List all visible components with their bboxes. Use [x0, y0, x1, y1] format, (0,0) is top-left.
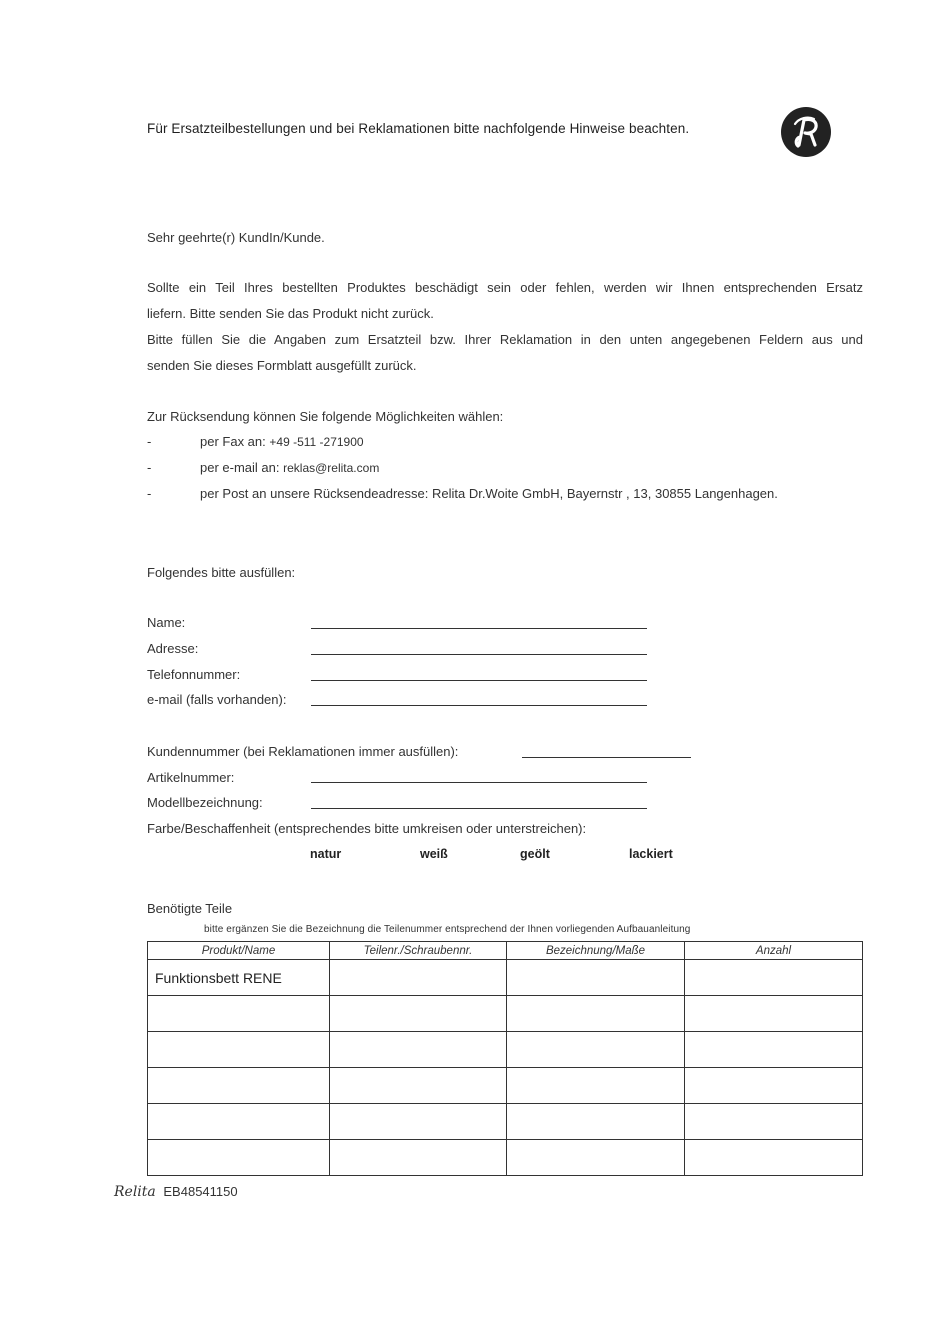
table-cell[interactable]	[330, 996, 507, 1032]
footer-brand: Relita	[114, 1184, 156, 1200]
table-cell[interactable]	[685, 996, 863, 1032]
table-header-row	[148, 942, 863, 960]
table-cell[interactable]	[685, 1032, 863, 1068]
page-title: Für Ersatzteilbestellungen und bei Reklamationen bitte nachfolgende Hinweise beachten.	[147, 121, 690, 136]
intro-line: liefern. Bitte senden Sie das Produkt nicht zurück.	[147, 306, 434, 321]
parts-note: bitte ergänzen Sie die Bezeichnung die Teilenummer entsprechend der Ihnen vorliegenden Aufbauanleitung	[204, 924, 691, 935]
table-row	[148, 960, 863, 996]
customer-number-label: Kundennummer (bei Reklamationen immer ausfüllen):	[147, 744, 459, 759]
table-cell[interactable]	[685, 1068, 863, 1104]
column-header-product: Produkt/Name	[148, 942, 330, 960]
table-cell[interactable]	[148, 1068, 330, 1104]
parts-title: Benötigte Teile	[147, 901, 233, 916]
intro-line: Sollte ein Teil Ihres bestellten Produktes beschädigt sein oder fehlen, werden wir Ihnen entsprechenden Ersatz	[147, 280, 863, 295]
column-header-part-number: Teilenr./Schraubennr.	[330, 942, 507, 960]
table-row	[148, 996, 863, 1032]
list-dash: -	[147, 460, 152, 475]
table-cell[interactable]	[685, 960, 863, 996]
table-cell[interactable]	[685, 1104, 863, 1140]
model-label: Modellbezeichnung:	[147, 795, 263, 810]
email-label: per e-mail an:	[200, 460, 280, 475]
customer-number-field[interactable]	[522, 757, 691, 758]
article-number-field[interactable]	[311, 782, 647, 783]
finish-option-lackiert[interactable]: lackiert	[629, 847, 673, 861]
table-cell[interactable]	[330, 1032, 507, 1068]
phone-field[interactable]	[311, 680, 647, 681]
table-cell[interactable]	[507, 960, 685, 996]
finish-option-weiss[interactable]: weiß	[420, 847, 448, 861]
relita-logo-icon	[781, 107, 831, 157]
table-row	[148, 1140, 863, 1176]
email-address: reklas@relita.com	[283, 461, 380, 475]
address-label: Adresse:	[147, 641, 199, 656]
article-number-label: Artikelnummer:	[147, 770, 235, 785]
table-cell[interactable]	[330, 1104, 507, 1140]
list-dash: -	[147, 486, 152, 501]
footer	[114, 1184, 238, 1200]
email-field[interactable]	[311, 705, 647, 706]
table-cell[interactable]	[148, 996, 330, 1032]
table-cell[interactable]	[330, 960, 507, 996]
table-cell[interactable]	[148, 1104, 330, 1140]
name-field[interactable]	[311, 628, 647, 629]
post-address: per Post an unsere Rücksendeadresse: Relita Dr.Woite GmbH, Bayernstr , 13, 30855 Langenhagen.	[200, 486, 778, 501]
table-cell[interactable]	[507, 996, 685, 1032]
table-cell[interactable]	[507, 1032, 685, 1068]
table-cell[interactable]	[507, 1068, 685, 1104]
intro-line: senden Sie dieses Formblatt ausgefüllt zurück.	[147, 358, 417, 373]
table-cell[interactable]	[148, 1140, 330, 1176]
form-title: Folgendes bitte ausfüllen:	[147, 565, 296, 580]
table-cell[interactable]	[507, 1104, 685, 1140]
table-cell[interactable]	[685, 1140, 863, 1176]
table-cell[interactable]: Funktionsbett RENE	[148, 960, 330, 996]
intro-text	[147, 275, 863, 379]
finish-label: Farbe/Beschaffenheit (entsprechendes bitte umkreisen oder unterstreichen):	[147, 821, 587, 836]
table-cell[interactable]	[330, 1140, 507, 1176]
model-field[interactable]	[311, 808, 647, 809]
phone-label: Telefonnummer:	[147, 667, 241, 682]
table-cell[interactable]	[330, 1068, 507, 1104]
table-row	[148, 1104, 863, 1140]
table-row	[148, 1032, 863, 1068]
column-header-quantity: Anzahl	[685, 942, 863, 960]
name-label: Name:	[147, 615, 186, 630]
footer-code: EB48541150	[163, 1184, 238, 1199]
finish-option-geoelt[interactable]: geölt	[520, 847, 550, 861]
table-cell[interactable]	[148, 1032, 330, 1068]
finish-option-natur[interactable]: natur	[310, 847, 342, 861]
table-row	[148, 1068, 863, 1104]
table-cell[interactable]	[507, 1140, 685, 1176]
return-options-title: Zur Rücksendung können Sie folgende Möglichkeiten wählen:	[147, 409, 504, 424]
address-field[interactable]	[311, 654, 647, 655]
email-field-label: e-mail (falls vorhanden):	[147, 692, 287, 707]
intro-line: Bitte füllen Sie die Angaben zum Ersatzteil bzw. Ihrer Reklamation in den unten angegebenen Feldern aus und	[147, 332, 863, 347]
parts-table	[147, 941, 863, 1176]
column-header-description: Bezeichnung/Maße	[507, 942, 685, 960]
fax-label: per Fax an:	[200, 434, 266, 449]
list-dash: -	[147, 434, 152, 449]
greeting: Sehr geehrte(r) KundIn/Kunde.	[147, 230, 325, 245]
fax-number: +49 -511 -271900	[269, 435, 364, 449]
